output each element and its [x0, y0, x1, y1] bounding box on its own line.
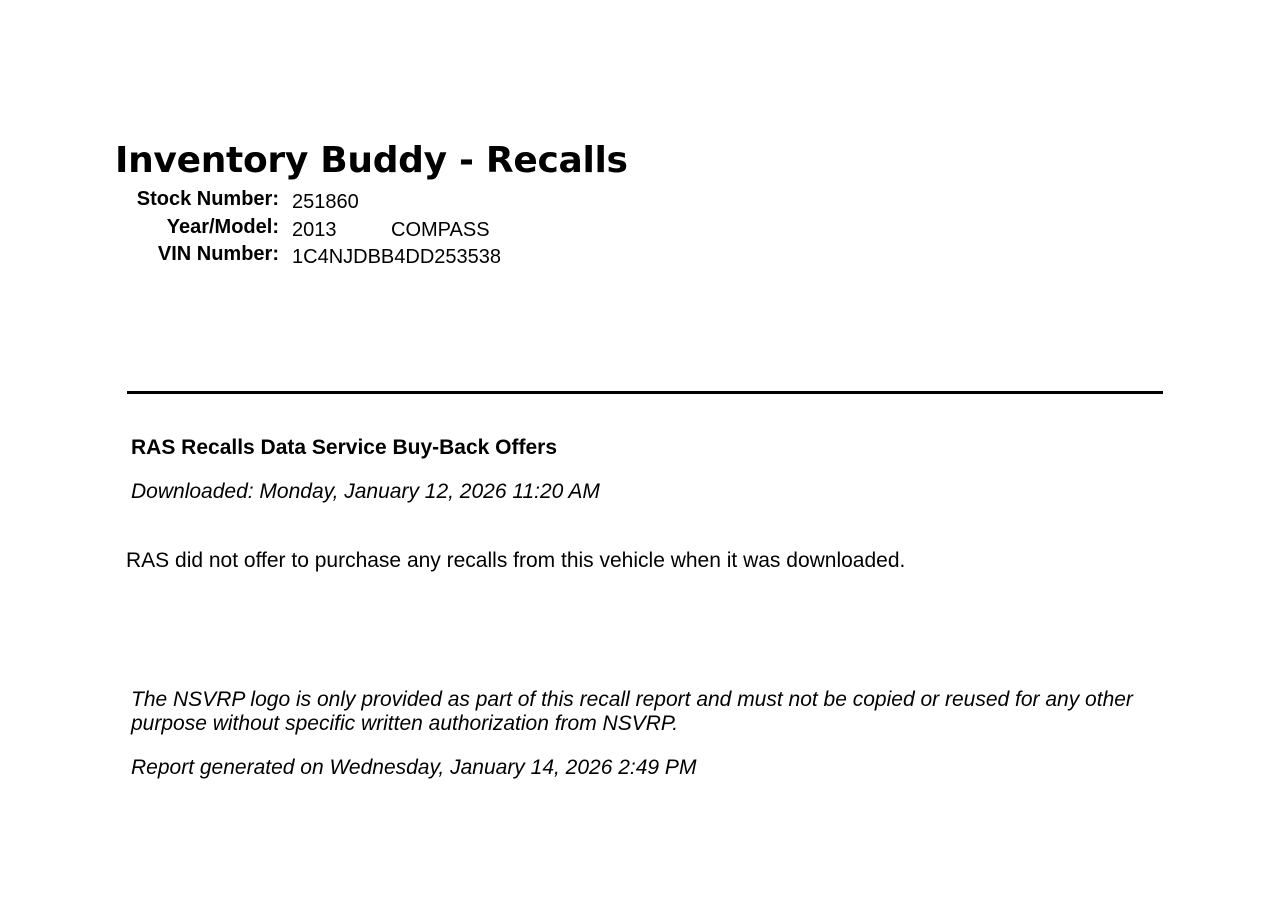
stock-number-value: 251860 [292, 191, 359, 213]
vin-number-label: VIN Number: [157, 243, 279, 265]
year-model-label: Year/Model: [166, 216, 279, 238]
page-title: Inventory Buddy - Recalls [115, 140, 628, 181]
stock-number-label: Stock Number: [136, 188, 279, 210]
downloaded-timestamp: Downloaded: Monday, January 12, 2026 11:20 AM [131, 480, 600, 503]
no-offer-message: RAS did not offer to purchase any recalls from this vehicle when it was downloaded. [126, 549, 906, 572]
section-title: RAS Recalls Data Service Buy-Back Offers [131, 436, 558, 459]
vin-number-value: 1C4NJDBB4DD253538 [292, 246, 502, 268]
year-value: 2013 [292, 219, 337, 241]
section-divider [127, 391, 1163, 394]
model-value: COMPASS [391, 219, 490, 241]
report-generated-timestamp: Report generated on Wednesday, January 14, 2026 2:49 PM [131, 756, 697, 779]
logo-disclaimer: The NSVRP logo is only provided as part of this recall report and must not be copied or reused for any other purpose without specific written authorization from NSVRP. [131, 688, 1133, 735]
